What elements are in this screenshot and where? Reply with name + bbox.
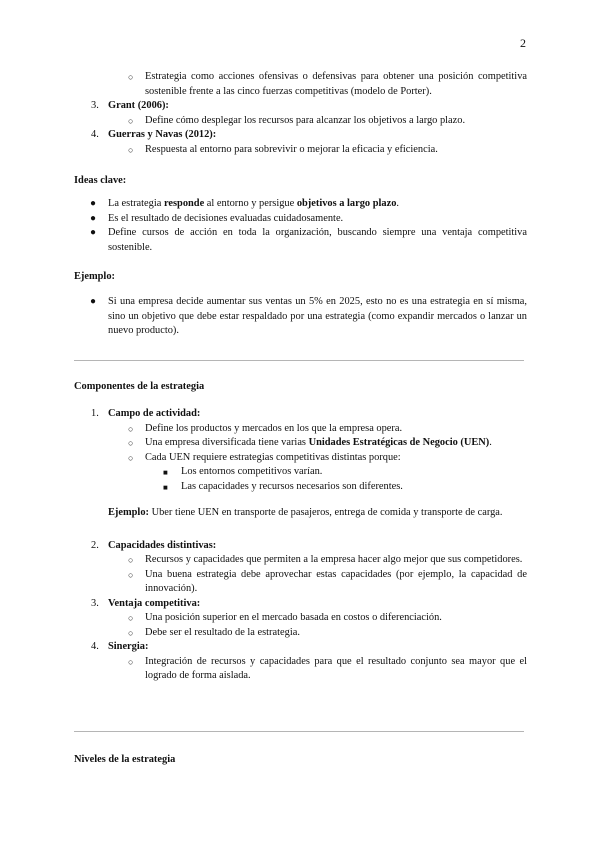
circle-bullet-icon: ○ <box>128 613 134 623</box>
bullet-icon: ● <box>90 198 97 209</box>
list-subitem <box>128 655 527 684</box>
bullet-text: Define cursos de acción en toda la organización, buscando siempre una ventaja competitiva sostenible. <box>108 227 527 253</box>
list-item-label: Ventaja competitiva: <box>108 597 201 609</box>
list-subitem <box>128 568 527 597</box>
list-subitem <box>128 422 600 437</box>
circle-bullet-icon: ○ <box>128 656 134 667</box>
list-subitem <box>128 114 600 129</box>
list-item <box>91 640 600 655</box>
list-subitem-text: Estrategia como acciones ofensivas o defensivas para obtener una posición competitiva sostenible frente a las cinco fuerzas competitivas (modelo de Porter). <box>145 71 527 97</box>
bullet-text: . <box>396 198 400 209</box>
list-number: 1. <box>91 408 99 419</box>
square-bullet-icon: ■ <box>163 482 168 492</box>
list-subitem <box>128 143 600 158</box>
bullet-text: La estrategia <box>108 198 164 209</box>
list-subitem <box>128 553 527 568</box>
bullet-text: Es el resultado de decisiones evaluadas cuidadosamente. <box>108 212 344 224</box>
bullet-item <box>90 226 527 255</box>
list-item <box>91 597 600 612</box>
list-subitem <box>128 611 600 626</box>
bullet-item <box>90 295 527 339</box>
list-item-label: Sinergia: <box>108 641 149 652</box>
page-number: 2 <box>520 36 526 50</box>
ejemplo-heading: Ejemplo: <box>74 271 115 282</box>
list-item <box>91 128 600 143</box>
list-item-label: Capacidades distintivas: <box>108 539 217 551</box>
bullet-icon: ● <box>90 296 97 307</box>
list-subitem-text: Una posición superior en el mercado basada en costos o diferenciación. <box>145 612 442 623</box>
ejemplo-note <box>108 506 527 521</box>
circle-bullet-icon: ○ <box>128 438 134 448</box>
ejemplo-note-text: Uber tiene UEN en transporte de pasajeros, entrega de comida y transporte de carga. <box>148 507 503 518</box>
ideas-clave-heading: Ideas clave: <box>74 175 127 186</box>
circle-bullet-icon: ○ <box>128 72 134 82</box>
divider <box>74 360 524 361</box>
bullet-bold-text: objetivos a largo plazo <box>296 198 397 209</box>
list-number: 2. <box>91 539 99 551</box>
circle-bullet-icon: ○ <box>128 569 134 580</box>
niveles-heading: Niveles de la estrategia <box>74 754 176 765</box>
bullet-icon: ● <box>90 227 97 238</box>
list-number: 3. <box>91 100 99 111</box>
bullet-text: al entorno y persigue <box>204 198 297 209</box>
circle-bullet-icon: ○ <box>128 115 134 126</box>
ideas-clave-list <box>0 197 600 255</box>
list-subitem <box>128 436 600 451</box>
ejemplo-note-label: Ejemplo: <box>108 507 149 518</box>
list-subitem-text: . <box>489 437 492 448</box>
top-list <box>0 70 600 157</box>
list-subitem <box>128 451 600 466</box>
circle-bullet-icon: ○ <box>128 452 134 463</box>
list-subitem <box>128 70 527 99</box>
bullet-icon: ● <box>90 212 97 224</box>
list-subitem-text: Recursos y capacidades que permiten a la empresa hacer algo mejor que sus competidores. <box>145 554 523 565</box>
bullet-text: Si una empresa decide aumentar sus ventas un 5% en 2025, esto no es una estrategia en sí misma, sino un objetivo que debe estar respaldado por una estrategia (como expandir mercados o lanzar un nuevo producto). <box>108 296 527 336</box>
list-subsubitem <box>163 480 600 495</box>
list-subitem-text: Debe ser el resultado de la estrategia. <box>145 626 300 638</box>
list-subitem-text: Una empresa diversificada tiene varias <box>145 437 309 448</box>
list-number: 4. <box>91 129 99 140</box>
bullet-bold-text: responde <box>163 198 205 209</box>
circle-bullet-icon: ○ <box>128 144 134 155</box>
list-item-label: Campo de actividad: <box>108 408 201 419</box>
list-subitem-text: Integración de recursos y capacidades para que el resultado conjunto sea mayor que el logrado de forma aislada. <box>145 655 527 681</box>
list-subsubitem-text: Los entornos competitivos varían. <box>181 466 323 477</box>
componentes-list <box>0 407 600 684</box>
list-subsubitem-text: Las capacidades y recursos necesarios son diferentes. <box>181 480 403 492</box>
circle-bullet-icon: ○ <box>128 423 134 434</box>
ejemplo-list <box>0 295 600 339</box>
list-subitem-text: Define los productos y mercados en los que la empresa opera. <box>145 422 403 434</box>
bullet-item <box>90 212 527 227</box>
square-bullet-icon: ■ <box>163 468 168 477</box>
list-item-label: Guerras y Navas (2012): <box>108 129 217 140</box>
componentes-heading: Componentes de la estrategia <box>74 381 205 392</box>
list-subsubitem <box>163 465 600 480</box>
list-subitem-text: Una buena estrategia debe aprovechar estas capacidades (por ejemplo, la capacidad de innovación). <box>145 568 527 594</box>
list-subitem <box>128 626 600 641</box>
list-number: 4. <box>91 641 99 652</box>
circle-bullet-icon: ○ <box>128 627 134 638</box>
list-item-label: Grant (2006): <box>108 100 169 111</box>
list-subitem-text: Define cómo desplegar los recursos para alcanzar los objetivos a largo plazo. <box>145 114 466 126</box>
bullet-item <box>90 197 527 212</box>
list-item <box>91 539 600 554</box>
list-item <box>91 407 600 422</box>
list-item <box>91 99 600 114</box>
list-number: 3. <box>91 597 99 609</box>
divider <box>74 731 524 732</box>
list-subitem-text: Cada UEN requiere estrategias competitivas distintas porque: <box>145 451 401 463</box>
circle-bullet-icon: ○ <box>128 555 134 565</box>
list-subitem-text: Respuesta al entorno para sobrevivir o mejorar la eficacia y eficiencia. <box>145 143 438 155</box>
list-subitem-bold-text: Unidades Estratégicas de Negocio (UEN) <box>308 437 490 448</box>
